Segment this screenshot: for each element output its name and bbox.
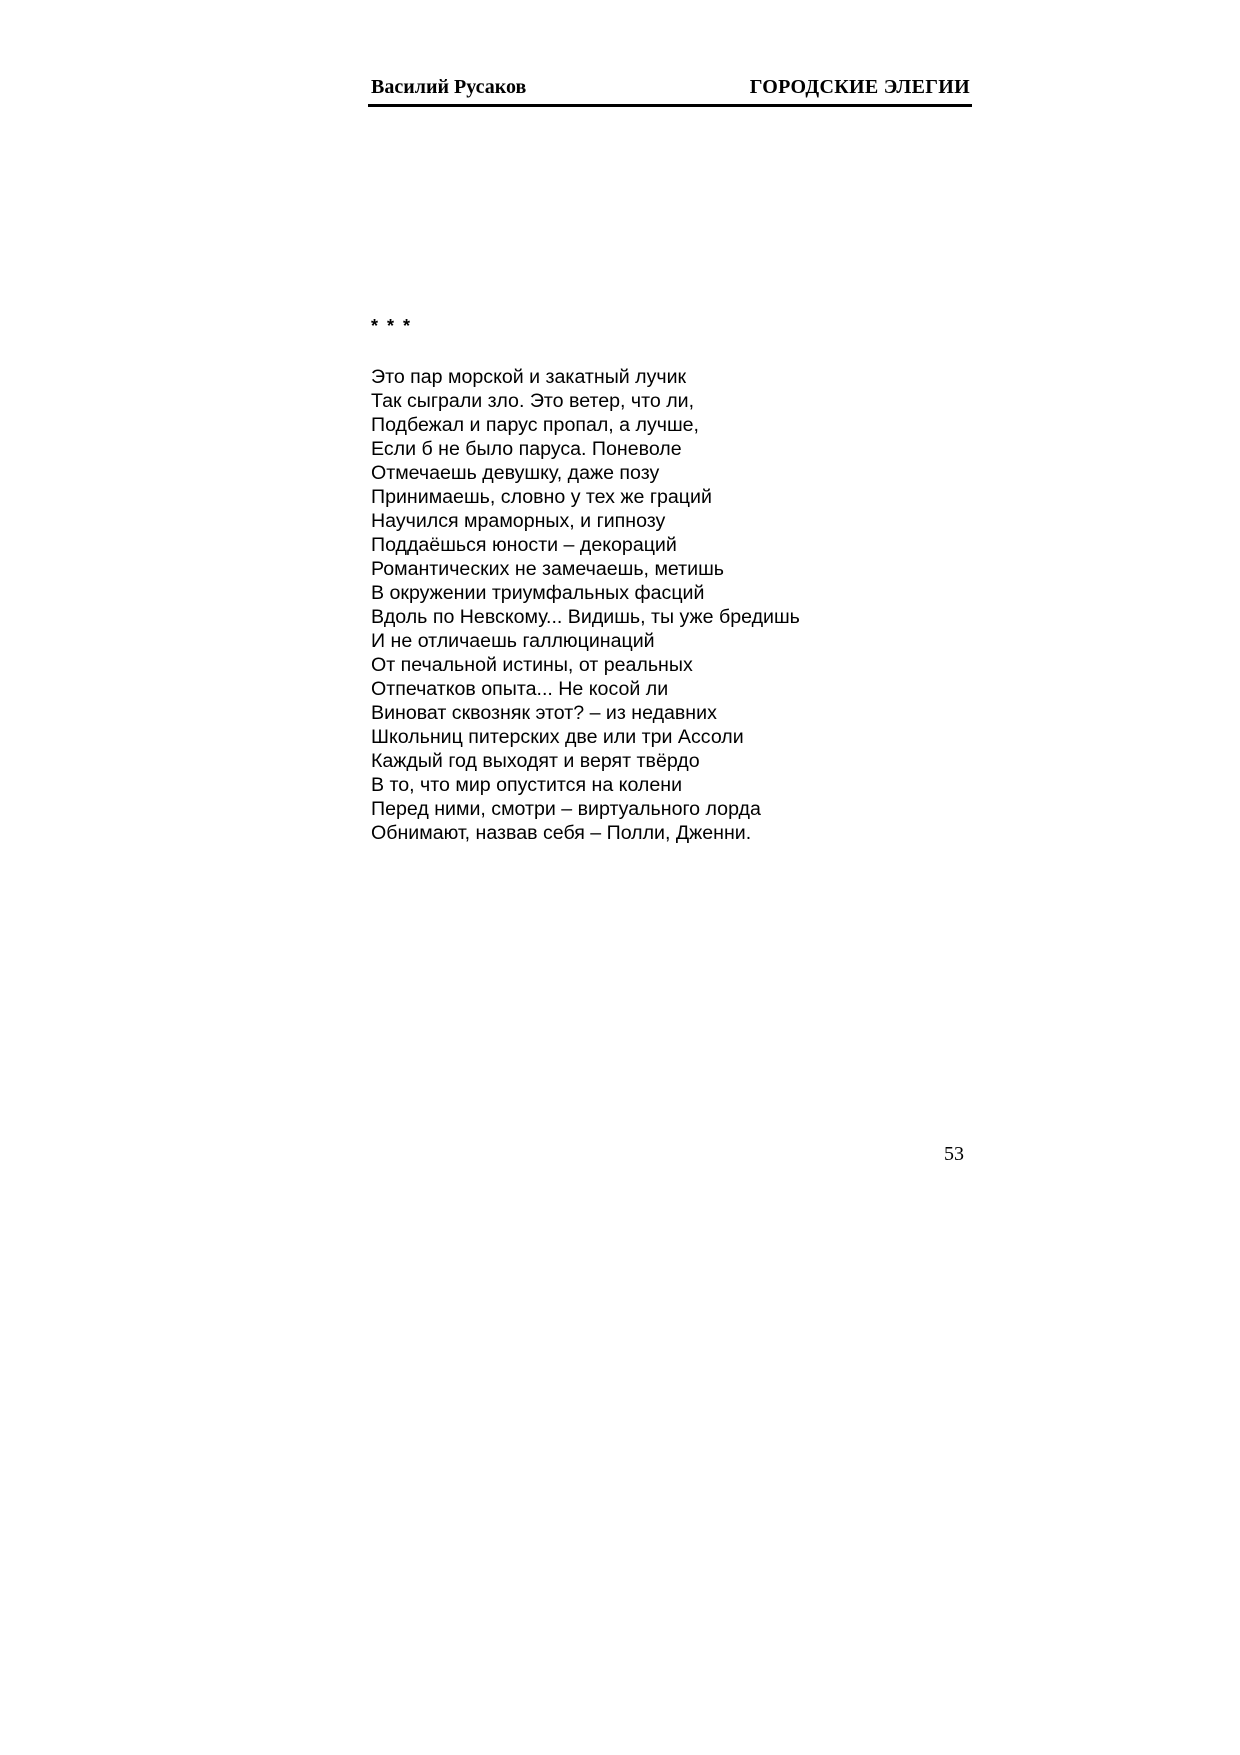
poem-line: В окружении триумфальных фасций — [371, 582, 705, 604]
poem-line: Поддаёшься юности – декораций — [371, 534, 677, 556]
poem-line: Если б не было паруса. Поневоле — [371, 438, 682, 460]
poem-line: От печальной истины, от реальных — [371, 654, 693, 676]
poem-line: Виноват сквозняк этот? – из недавних — [371, 702, 717, 724]
poem-line: Принимаешь, словно у тех же граций — [371, 486, 712, 508]
poem-line: Научился мраморных, и гипнозу — [371, 510, 666, 532]
poem-line: Школьниц питерских две или три Ассоли — [371, 726, 744, 748]
poem-line: Подбежал и парус пропал, а лучше, — [371, 414, 700, 436]
poem-line: Каждый год выходят и верят твёрдо — [371, 750, 700, 772]
running-header — [368, 74, 972, 107]
poem-line: Вдоль по Невскому... Видишь, ты уже бредишь — [371, 606, 800, 628]
poem-separator: * * * — [371, 316, 413, 336]
poem-line: Обнимают, назвав себя – Полли, Дженни. — [371, 822, 752, 844]
header-author: Василий Русаков — [371, 76, 527, 98]
poem-line: И не отличаешь галлюцинаций — [371, 630, 655, 652]
poem-line: Отпечатков опыта... Не косой ли — [371, 678, 669, 700]
poem-line: Это пар морской и закатный лучик — [371, 366, 687, 388]
poem-line: В то, что мир опустится на колени — [371, 774, 683, 796]
poem-line: Перед ними, смотри – виртуального лорда — [371, 798, 761, 820]
header-book-title: ГОРОДСКИЕ ЭЛЕГИИ — [749, 76, 970, 98]
page-number: 53 — [944, 1143, 964, 1165]
poem-line: Отмечаешь девушку, даже позу — [371, 462, 660, 484]
poem-text — [371, 365, 971, 845]
poem-line: Так сыграли зло. Это ветер, что ли, — [371, 390, 695, 412]
poem-line: Романтических не замечаешь, метишь — [371, 558, 725, 580]
